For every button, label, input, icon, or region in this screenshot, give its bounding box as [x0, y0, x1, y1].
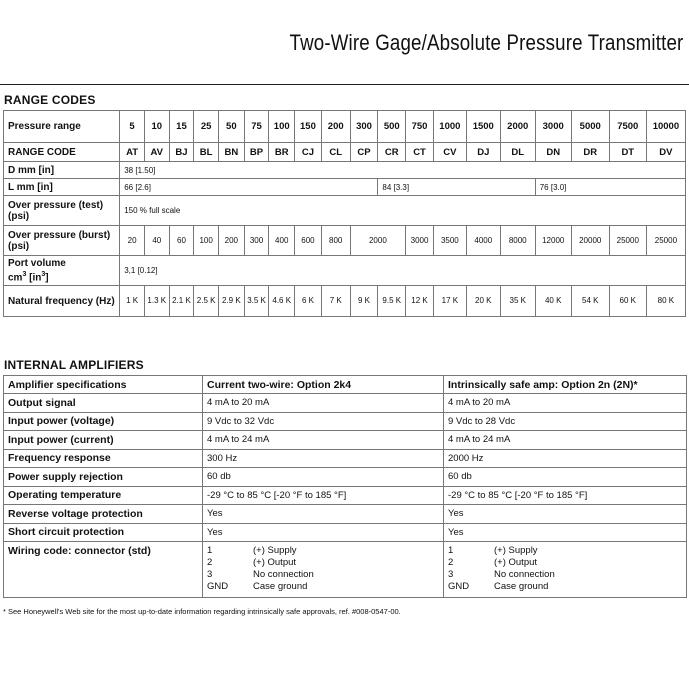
range-code-value: AV	[144, 143, 169, 162]
amp-header-2n: Intrinsically safe amp: Option 2n (2N)*	[444, 376, 687, 394]
wiring-pin: 1	[448, 545, 454, 556]
amp-row-value-2n: 9 Vdc to 28 Vdc	[444, 412, 687, 431]
pressure-range-value: 25	[194, 111, 219, 143]
pressure-range-value: 10000	[646, 111, 685, 143]
wiring-desc: Case ground	[494, 581, 549, 592]
l-mm-value-1: 66 [2.6]	[120, 179, 378, 196]
d-mm-value: 38 [1.50]	[120, 162, 686, 179]
over-pressure-burst-value: 3500	[433, 226, 466, 256]
amp-row-value-2n: 60 db	[444, 468, 687, 487]
range-code-value: CT	[406, 143, 434, 162]
range-code-value: DL	[500, 143, 535, 162]
range-code-value: BL	[194, 143, 219, 162]
range-code-value: DR	[571, 143, 609, 162]
internal-amplifiers-table	[3, 375, 687, 598]
pressure-range-value: 10	[144, 111, 169, 143]
amp-row-label: Frequency response	[4, 449, 203, 468]
pressure-range-value: 500	[378, 111, 406, 143]
pressure-range-value: 1500	[466, 111, 500, 143]
pressure-range-value: 3000	[535, 111, 571, 143]
natural-frequency-value: 17 K	[433, 286, 466, 317]
amp-row	[4, 394, 687, 413]
natural-frequency-value: 9.5 K	[378, 286, 406, 317]
wiring-desc: (+) Output	[253, 557, 297, 568]
range-code-value: CJ	[295, 143, 322, 162]
natural-frequency-value: 4.6 K	[269, 286, 295, 317]
natural-frequency-value: 3.5 K	[244, 286, 269, 317]
range-code-value: DJ	[466, 143, 500, 162]
amp-row-value-2k4: -29 °C to 85 °C [-20 °F to 185 °F]	[203, 486, 444, 505]
natural-frequency-value: 20 K	[466, 286, 500, 317]
wiring-pin: 1	[207, 545, 213, 556]
natural-frequency-value: 6 K	[295, 286, 322, 317]
range-codes-table	[3, 110, 686, 317]
natural-frequency-value: 12 K	[406, 286, 434, 317]
wiring-pin: 3	[448, 569, 454, 580]
amp-row-value-2k4: 9 Vdc to 32 Vdc	[203, 412, 444, 431]
range-code-value: CR	[378, 143, 406, 162]
amp-row-label: Power supply rejection	[4, 468, 203, 487]
title-rule	[0, 84, 689, 85]
pressure-range-value: 15	[169, 111, 194, 143]
natural-frequency-value: 35 K	[500, 286, 535, 317]
amp-row	[4, 449, 687, 468]
amp-row-value-2k4: 300 Hz	[203, 449, 444, 468]
pressure-range-label: Pressure range	[4, 111, 120, 143]
amp-row-label: Input power (current)	[4, 431, 203, 450]
range-code-value: CP	[350, 143, 378, 162]
wiring-pin: 3	[207, 569, 213, 580]
over-pressure-test-label: Over pressure (test) (psi)	[4, 196, 120, 226]
wiring-code-2k4	[203, 542, 444, 598]
amp-row	[4, 486, 687, 505]
wiring-code-2n	[444, 542, 687, 598]
amp-row-value-2k4: 4 mA to 20 mA	[203, 394, 444, 413]
d-mm-label: D mm [in]	[4, 162, 120, 179]
wiring-pin: GND	[448, 581, 470, 592]
range-code-value: BJ	[169, 143, 194, 162]
natural-frequency-value: 2.1 K	[169, 286, 194, 317]
pressure-range-value: 50	[218, 111, 244, 143]
pressure-range-value: 7500	[609, 111, 646, 143]
range-code-value: BP	[244, 143, 269, 162]
range-code-value: DV	[646, 143, 685, 162]
range-code-value: AT	[120, 143, 145, 162]
pressure-range-value: 100	[269, 111, 295, 143]
over-pressure-burst-value: 60	[169, 226, 194, 256]
over-pressure-burst-value: 25000	[609, 226, 646, 256]
amp-row-label: Reverse voltage protection	[4, 505, 203, 524]
l-mm-label: L mm [in]	[4, 179, 120, 196]
natural-frequency-value: 2.9 K	[218, 286, 244, 317]
amp-row-value-2n: -29 °C to 85 °C [-20 °F to 185 °F]	[444, 486, 687, 505]
over-pressure-burst-value: 200	[218, 226, 244, 256]
range-code-value: BN	[218, 143, 244, 162]
over-pressure-test-value: 150 % full scale	[120, 196, 686, 226]
natural-frequency-value: 2.5 K	[194, 286, 219, 317]
over-pressure-burst-value: 12000	[535, 226, 571, 256]
over-pressure-burst-value: 300	[244, 226, 269, 256]
wiring-row	[4, 542, 687, 598]
wiring-code-label: Wiring code: connector (std)	[4, 542, 203, 598]
wiring-desc: No connection	[253, 569, 314, 580]
over-pressure-burst-value: 600	[295, 226, 322, 256]
amp-row-label: Short circuit protection	[4, 523, 203, 542]
amp-row-value-2k4: 60 db	[203, 468, 444, 487]
pressure-range-value: 200	[321, 111, 350, 143]
natural-frequency-value: 7 K	[321, 286, 350, 317]
range-codes-heading: RANGE CODES	[4, 93, 96, 107]
natural-frequency-value: 60 K	[609, 286, 646, 317]
amp-row-value-2k4: Yes	[203, 505, 444, 524]
natural-frequency-value: 1.3 K	[144, 286, 169, 317]
amp-row-label: Operating temperature	[4, 486, 203, 505]
wiring-pin: GND	[207, 581, 229, 592]
footnote: * See Honeywell's Web site for the most up-to-date information regarding intrinsically safe approvals, ref. #008-0547-00.	[3, 607, 401, 616]
wiring-desc: (+) Output	[494, 557, 538, 568]
pressure-range-value: 75	[244, 111, 269, 143]
over-pressure-burst-value: 3000	[406, 226, 434, 256]
natural-frequency-value: 54 K	[571, 286, 609, 317]
natural-frequency-value: 80 K	[646, 286, 685, 317]
amp-row-value-2k4: 4 mA to 24 mA	[203, 431, 444, 450]
over-pressure-burst-label: Over pressure (burst) (psi)	[4, 226, 120, 256]
range-code-value: CL	[321, 143, 350, 162]
amp-row	[4, 468, 687, 487]
over-pressure-burst-value: 100	[194, 226, 219, 256]
natural-frequency-value: 9 K	[350, 286, 378, 317]
over-pressure-burst-value: 20000	[571, 226, 609, 256]
over-pressure-burst-value: 4000	[466, 226, 500, 256]
l-mm-value-2: 84 [3.3]	[378, 179, 535, 196]
over-pressure-burst-value: 2000	[350, 226, 406, 256]
amp-row-label: Output signal	[4, 394, 203, 413]
range-code-label: RANGE CODE	[4, 143, 120, 162]
pressure-range-value: 750	[406, 111, 434, 143]
pressure-range-value: 150	[295, 111, 322, 143]
over-pressure-burst-value: 8000	[500, 226, 535, 256]
natural-frequency-value: 40 K	[535, 286, 571, 317]
over-pressure-burst-value: 400	[269, 226, 295, 256]
pressure-range-value: 5	[120, 111, 145, 143]
l-mm-value-3: 76 [3.0]	[535, 179, 685, 196]
amp-header-2k4: Current two-wire: Option 2k4	[203, 376, 444, 394]
amp-row-value-2n: Yes	[444, 523, 687, 542]
internal-amplifiers-heading: INTERNAL AMPLIFIERS	[4, 358, 144, 372]
amp-row-value-2n: 2000 Hz	[444, 449, 687, 468]
amp-row-value-2n: 4 mA to 24 mA	[444, 431, 687, 450]
amp-row	[4, 431, 687, 450]
pressure-range-value: 1000	[433, 111, 466, 143]
wiring-desc: (+) Supply	[494, 545, 538, 556]
amp-row	[4, 412, 687, 431]
amp-row-label: Input power (voltage)	[4, 412, 203, 431]
over-pressure-burst-value: 25000	[646, 226, 685, 256]
natural-frequency-value: 1 K	[120, 286, 145, 317]
over-pressure-burst-value: 40	[144, 226, 169, 256]
wiring-pin: 2	[207, 557, 213, 568]
page-title: Two-Wire Gage/Absolute Pressure Transmitter	[289, 30, 683, 55]
over-pressure-burst-value: 800	[321, 226, 350, 256]
over-pressure-burst-value: 20	[120, 226, 145, 256]
wiring-desc: No connection	[494, 569, 555, 580]
wiring-desc: Case ground	[253, 581, 308, 592]
amp-row	[4, 523, 687, 542]
wiring-desc: (+) Supply	[253, 545, 297, 556]
amp-row-value-2n: 4 mA to 20 mA	[444, 394, 687, 413]
amp-row-value-2k4: Yes	[203, 523, 444, 542]
range-code-value: DN	[535, 143, 571, 162]
wiring-pin: 2	[448, 557, 454, 568]
port-volume-value: 3,1 [0.12]	[120, 256, 686, 286]
port-volume-label: Port volume $cm^3$ $[in^3]$	[4, 256, 120, 286]
range-code-value: BR	[269, 143, 295, 162]
pressure-range-value: 2000	[500, 111, 535, 143]
amp-header-spec: Amplifier specifications	[4, 376, 203, 394]
natural-frequency-label: Natural frequency (Hz)	[4, 286, 120, 317]
range-code-value: CV	[433, 143, 466, 162]
pressure-range-value: 5000	[571, 111, 609, 143]
range-code-value: DT	[609, 143, 646, 162]
amp-row	[4, 505, 687, 524]
pressure-range-value: 300	[350, 111, 378, 143]
amp-row-value-2n: Yes	[444, 505, 687, 524]
